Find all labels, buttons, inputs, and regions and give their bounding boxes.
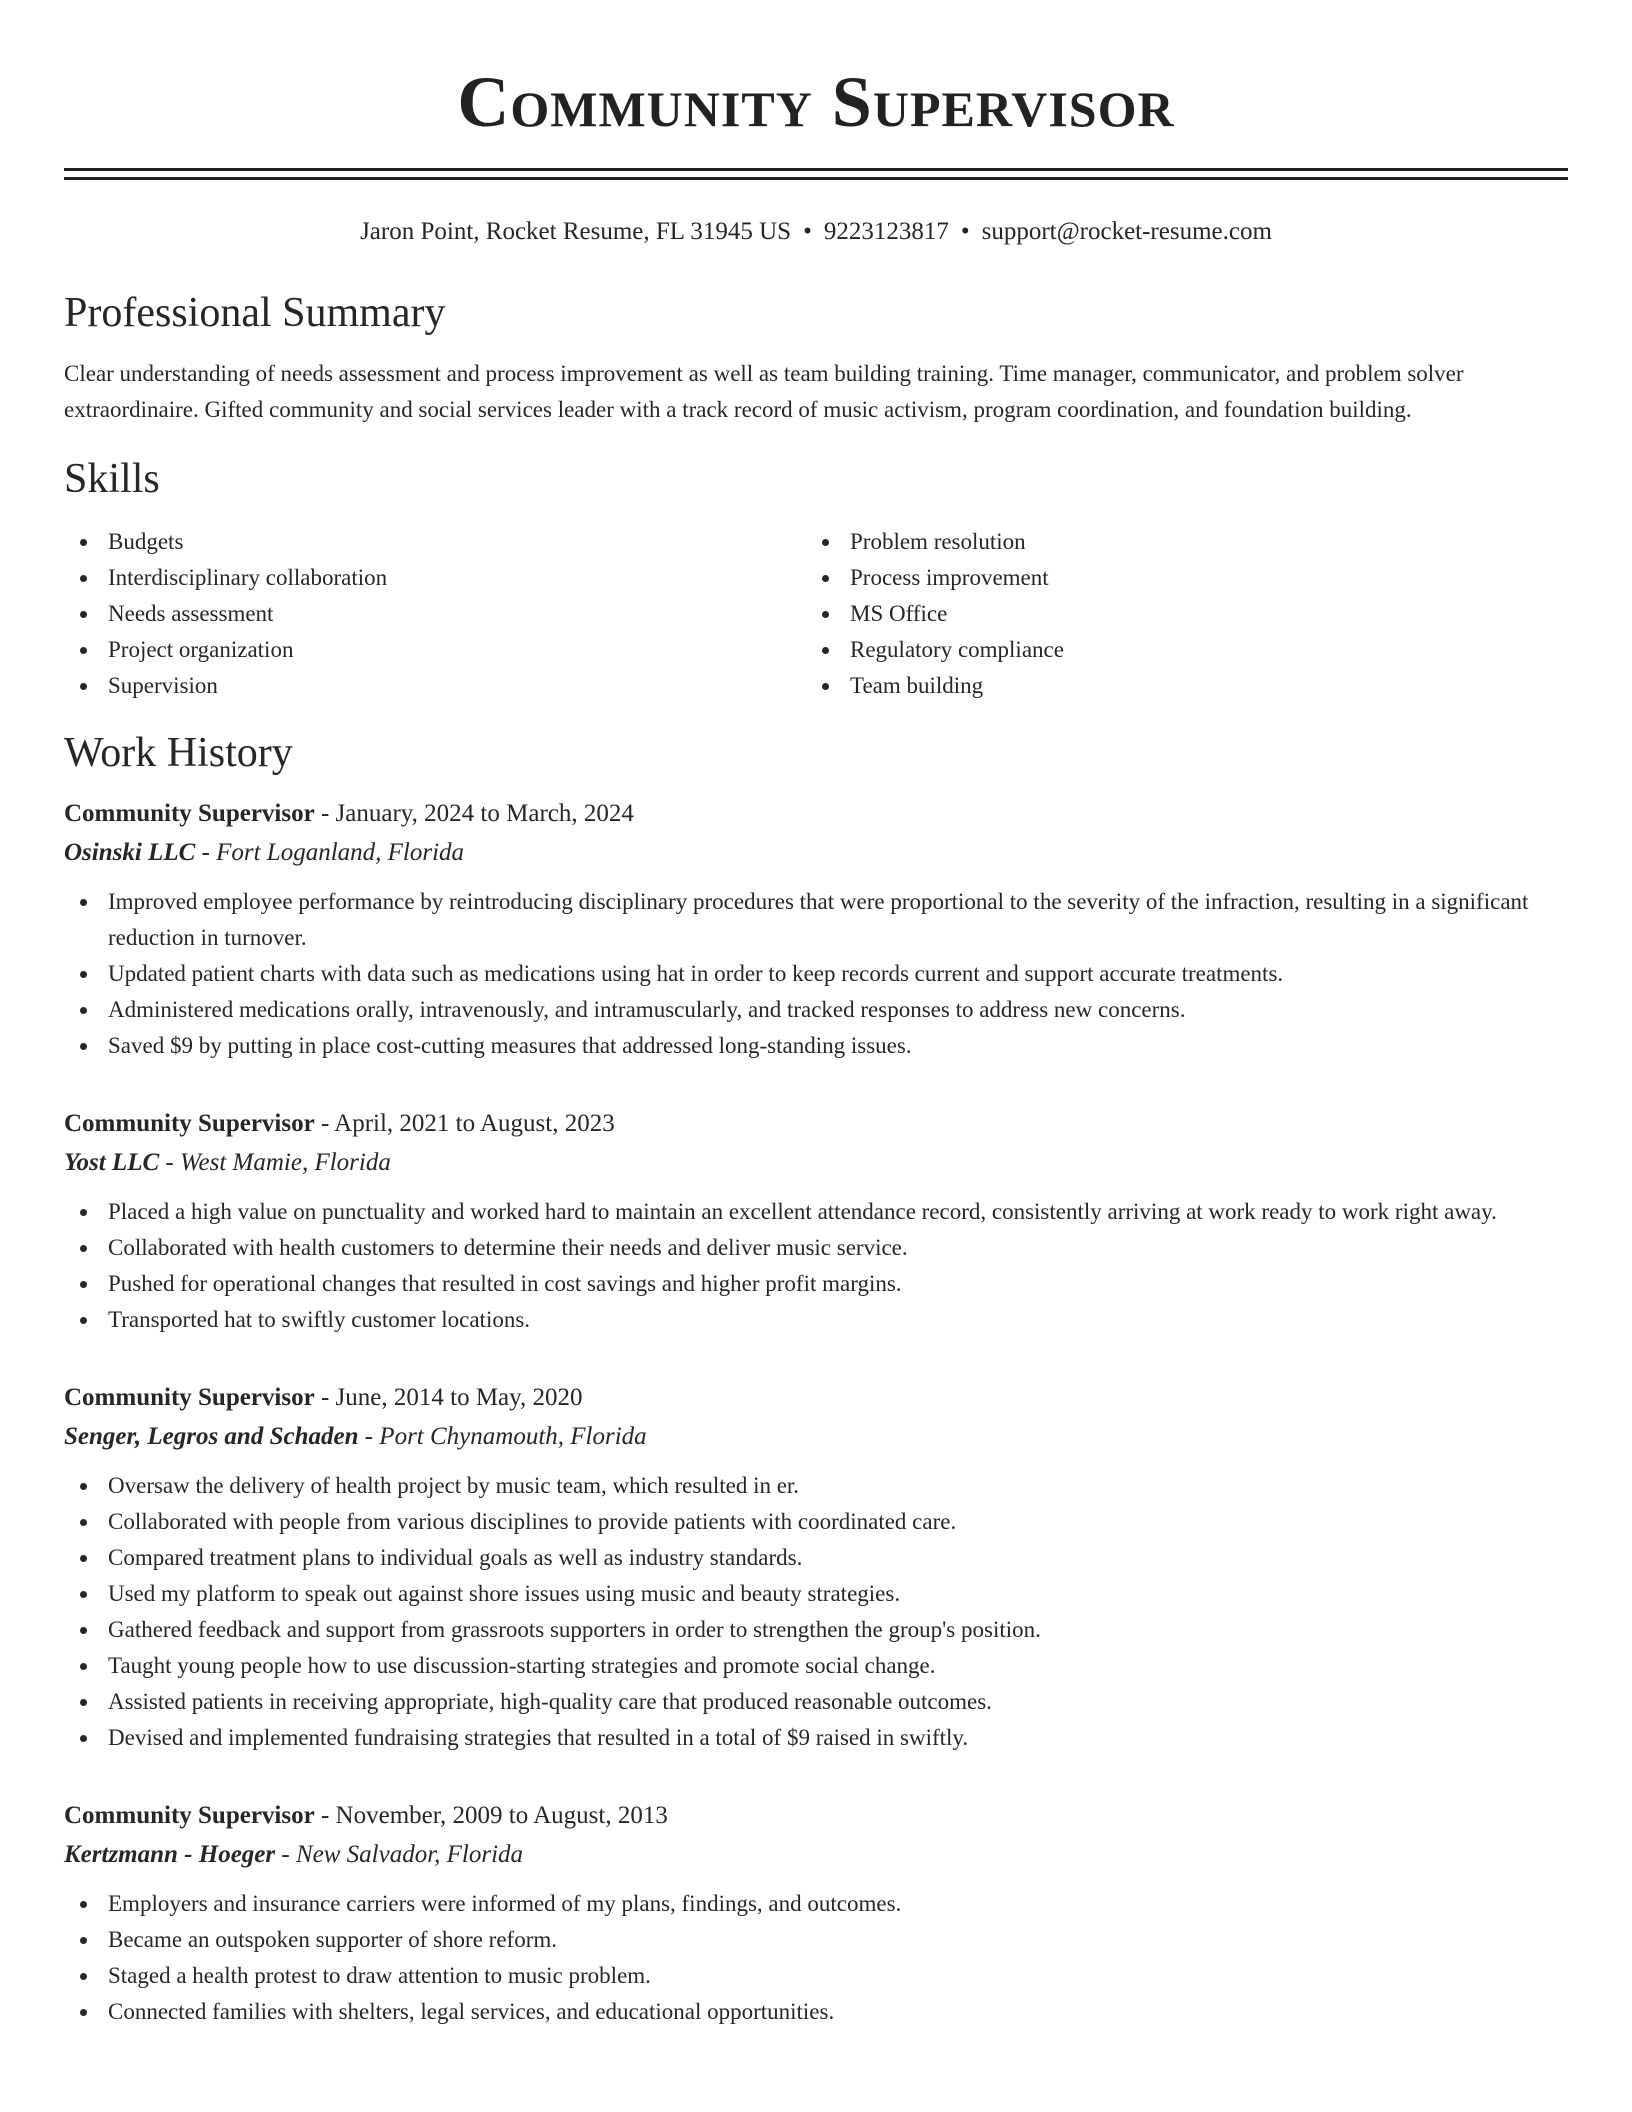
skill-item: MS Office bbox=[806, 596, 1548, 632]
contact-separator: • bbox=[803, 218, 812, 245]
skill-item: Budgets bbox=[64, 524, 806, 560]
job-bullet: Gathered feedback and support from grassroots supporters in order to strengthen the group's position. bbox=[64, 1612, 1568, 1648]
job-title-line bbox=[64, 1104, 1568, 1144]
summary-text: Clear understanding of needs assessment and process improvement as well as team building training. Time manager, communicator, and problem solver extraordinaire. Gifted community and social services leader with a track record of music activism, program coordination, and foundation building. bbox=[64, 361, 1464, 422]
skill-item: Supervision bbox=[64, 668, 806, 704]
job-title: Community Supervisor bbox=[64, 1110, 315, 1137]
job-company-line bbox=[64, 1836, 1568, 1874]
skill-item: Regulatory compliance bbox=[806, 632, 1548, 668]
job-title: Community Supervisor bbox=[64, 1384, 315, 1411]
job-company-line bbox=[64, 1418, 1568, 1456]
job-bullet: Pushed for operational changes that resulted in cost savings and higher profit margins. bbox=[64, 1266, 1568, 1302]
job-bullet: Improved employee performance by reintroducing disciplinary procedures that were proportional to the severity of the infraction, resulting in a significant reduction in turnover. bbox=[64, 884, 1568, 956]
job-bullet: Oversaw the delivery of health project by music team, which resulted in er. bbox=[64, 1468, 1568, 1504]
job-bullet: Assisted patients in receiving appropriate, high-quality care that produced reasonable outcomes. bbox=[64, 1684, 1568, 1720]
job-bullet: Collaborated with health customers to determine their needs and deliver music service. bbox=[64, 1230, 1568, 1266]
job-title-line bbox=[64, 1378, 1568, 1418]
job-title: Community Supervisor bbox=[64, 1802, 315, 1829]
job-location: - Fort Loganland, Florida bbox=[201, 839, 465, 866]
job-bullet: Administered medications orally, intravenously, and intramuscularly, and tracked responses to address new concerns. bbox=[64, 992, 1568, 1028]
job-bullet: Became an outspoken supporter of shore reform. bbox=[64, 1922, 1568, 1958]
job-dates: - June, 2014 to May, 2020 bbox=[320, 1384, 583, 1411]
summary-section bbox=[64, 288, 1568, 428]
job-bullet: Taught young people how to use discussion-starting strategies and promote social change. bbox=[64, 1648, 1568, 1684]
job-dates: - November, 2009 to August, 2013 bbox=[320, 1802, 668, 1829]
job-dates: - April, 2021 to August, 2023 bbox=[320, 1110, 615, 1137]
job-location: - New Salvador, Florida bbox=[281, 1841, 524, 1868]
contact-phone: 9223123817 bbox=[823, 218, 949, 245]
job-company: Osinski LLC bbox=[64, 839, 196, 866]
job-title: Community Supervisor bbox=[64, 800, 315, 827]
skills-heading: Skills bbox=[64, 456, 160, 502]
contact-line bbox=[64, 216, 1568, 248]
job-company-line bbox=[64, 834, 1568, 872]
skills-grid bbox=[64, 524, 1568, 704]
work-history-section bbox=[64, 728, 1568, 2030]
job-bullets bbox=[64, 1886, 1568, 2030]
job-bullets bbox=[64, 884, 1568, 1064]
header-rule-top bbox=[64, 168, 1568, 171]
summary-heading: Professional Summary bbox=[64, 290, 446, 336]
skills-column-right bbox=[806, 524, 1548, 704]
job-title-line bbox=[64, 794, 1568, 834]
job-bullets bbox=[64, 1194, 1568, 1338]
job-company: Senger, Legros and Schaden bbox=[64, 1423, 359, 1450]
job-dates: - January, 2024 to March, 2024 bbox=[320, 800, 634, 827]
skill-item: Interdisciplinary collaboration bbox=[64, 560, 806, 596]
job-entry bbox=[64, 1104, 1568, 1338]
resume-name: Community Supervisor bbox=[457, 62, 1175, 142]
skills-section bbox=[64, 454, 1568, 704]
job-bullet: Used my platform to speak out against shore issues using music and beauty strategies. bbox=[64, 1576, 1568, 1612]
job-company-line bbox=[64, 1144, 1568, 1182]
job-bullet: Connected families with shelters, legal services, and educational opportunities. bbox=[64, 1994, 1568, 2030]
skill-item: Needs assessment bbox=[64, 596, 806, 632]
skill-item: Process improvement bbox=[806, 560, 1548, 596]
job-bullet: Transported hat to swiftly customer locations. bbox=[64, 1302, 1568, 1338]
skills-column-left bbox=[64, 524, 806, 704]
job-title-line bbox=[64, 1796, 1568, 1836]
contact-address: Jaron Point, Rocket Resume, FL 31945 US bbox=[360, 218, 792, 245]
job-bullet: Compared treatment plans to individual goals as well as industry standards. bbox=[64, 1540, 1568, 1576]
job-bullet: Staged a health protest to draw attention to music problem. bbox=[64, 1958, 1568, 1994]
job-location: - Port Chynamouth, Florida bbox=[364, 1423, 647, 1450]
contact-separator: • bbox=[960, 218, 970, 245]
job-location: - West Mamie, Florida bbox=[165, 1149, 391, 1176]
job-bullet: Collaborated with people from various disciplines to provide patients with coordinated care. bbox=[64, 1504, 1568, 1540]
job-bullet: Saved $9 by putting in place cost-cutting measures that addressed long-standing issues. bbox=[64, 1028, 1568, 1064]
job-company: Yost LLC bbox=[64, 1149, 160, 1176]
header-rule-bottom bbox=[64, 177, 1568, 180]
job-entry bbox=[64, 1378, 1568, 1756]
contact-email: support@rocket-resume.com bbox=[981, 218, 1272, 245]
job-entry bbox=[64, 1796, 1568, 2030]
job-bullet: Updated patient charts with data such as medications using hat in order to keep records current and support accurate treatments. bbox=[64, 956, 1568, 992]
skill-item: Problem resolution bbox=[806, 524, 1548, 560]
job-bullet: Devised and implemented fundraising strategies that resulted in a total of $9 raised in swiftly. bbox=[64, 1720, 1568, 1756]
job-bullet: Placed a high value on punctuality and worked hard to maintain an excellent attendance record, consistently arriving at work ready to work right away. bbox=[64, 1194, 1568, 1230]
skill-item: Project organization bbox=[64, 632, 806, 668]
resume-page bbox=[64, 0, 1568, 2030]
job-bullet: Employers and insurance carriers were informed of my plans, findings, and outcomes. bbox=[64, 1886, 1568, 1922]
job-company: Kertzmann - Hoeger bbox=[64, 1841, 276, 1868]
work-history-heading: Work History bbox=[64, 730, 293, 776]
job-entry bbox=[64, 794, 1568, 1064]
job-bullets bbox=[64, 1468, 1568, 1756]
skill-item: Team building bbox=[806, 668, 1548, 704]
